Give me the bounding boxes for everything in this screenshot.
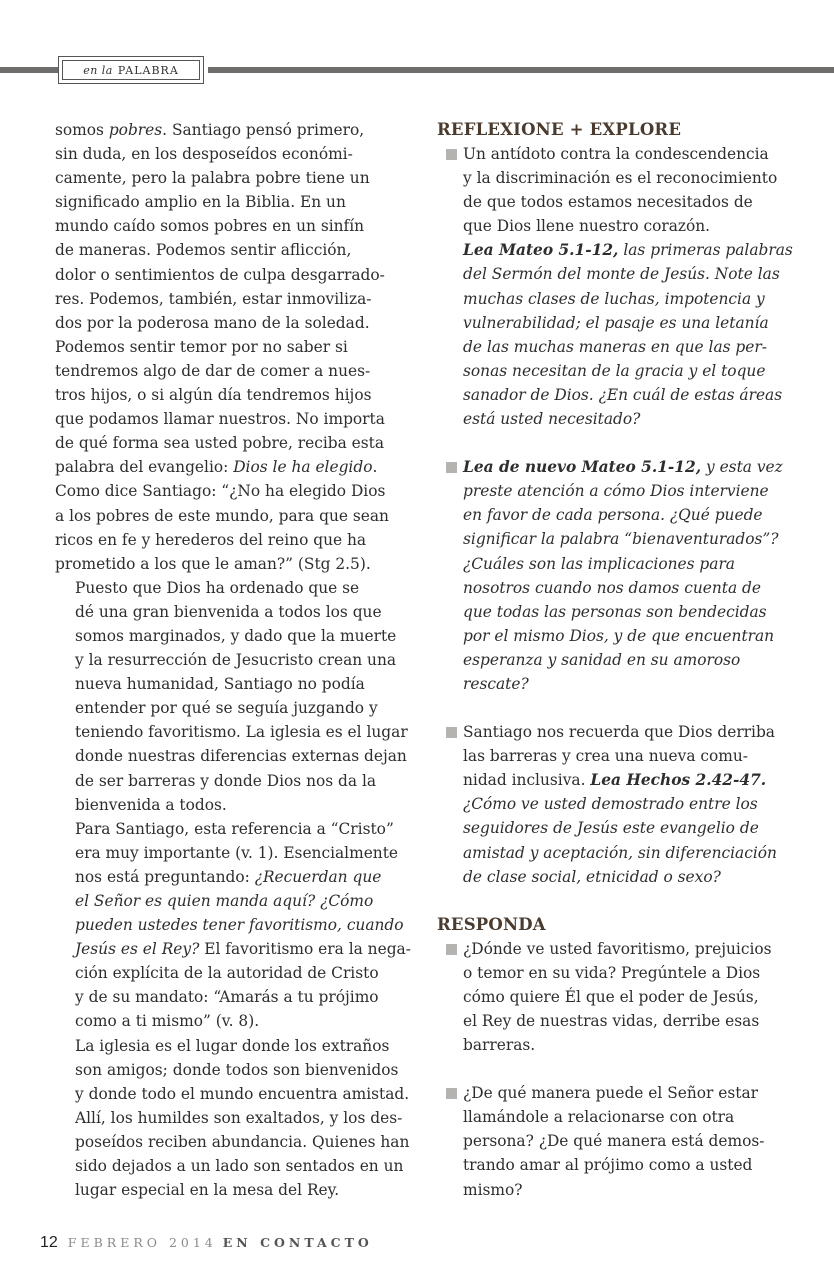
text-line: dolor o sentimientos de culpa desgarrado- [55,265,385,284]
square-bullet-icon [446,727,457,738]
text-line: tros hijos, o si algún día tendremos hijos [55,386,372,405]
text-line: poseídos reciben abundancia. Quienes han [75,1132,410,1151]
text-line: de clase social, etnicidad o sexo? [463,867,721,886]
text-line: y donde todo el mundo encuentra amistad. [75,1084,410,1103]
text-line: las barreras y crea una nueva comu- [463,747,748,766]
text-line: tendremos algo de dar de comer a nues- [55,361,371,380]
text-line: en favor de cada persona. ¿Qué puede [463,506,763,525]
section-name: PALABRA [117,63,179,77]
text-line: lugar especial en la mesa del Rey. [75,1181,340,1200]
text-line: dos por la poderosa mano de la soledad. [55,313,370,332]
text-line: amistad y aceptación, sin diferenciación [463,843,777,862]
text-line: Un antídoto contra la condescendencia [463,145,769,163]
text-line: palabra del evangelio: Dios le ha elegido. [55,458,378,477]
text-line: que Dios llene nuestro corazón. [463,217,711,236]
text-line: somos pobres. Santiago pensó primero, [55,121,365,139]
text-line: ¿Cuáles son las implicaciones para [463,554,735,573]
text-line: y la discriminación es el reconocimiento [463,169,778,188]
text-line: Allí, los humildes son exaltados, y los des- [75,1108,403,1127]
text-line: prometido a los que le aman?” (Stg 2.5). [55,554,371,573]
text-line: seguidores de Jesús este evangelio de [463,819,759,838]
square-bullet-icon [446,1088,457,1099]
text-line: res. Podemos, también, estar inmoviliza- [55,289,372,308]
text-line: rescate? [463,674,529,693]
text-line: sanador de Dios. ¿En cuál de estas áreas [463,385,783,404]
text-line: donde nuestras diferencias externas dejan [75,747,407,766]
text-line: nidad inclusiva. Lea Hechos 2.42-47. [463,771,767,790]
respond-heading: RESPONDA [437,914,546,934]
square-bullet-icon [446,462,457,473]
text-line: vulnerabilidad; el pasaje es una letanía [463,313,769,332]
body-paragraph [55,1034,419,1203]
text-line: el Rey de nuestras vidas, derribe esas [463,1012,760,1030]
text-line: mundo caído somos pobres en un sinfín [55,217,365,236]
text-line: de las muchas maneras en que las per- [463,337,767,356]
respond-item [437,937,807,1057]
text-line: nos está preguntando: ¿Recuerdan que [75,867,382,886]
text-line: Para Santiago, esta referencia a “Cristo” [75,819,394,838]
text-line: bienvenida a todos. [75,795,227,814]
text-line: de qué forma sea usted pobre, reciba esta [55,434,385,453]
body-paragraph [55,576,419,817]
reflect-item-text [463,142,807,431]
text-line: significar la palabra “bienaventurados”? [463,530,779,549]
reflect-item [437,142,807,431]
text-line: camente, pero la palabra pobre tiene un [55,169,370,188]
text-line: a los pobres de este mundo, para que sean [55,506,389,525]
text-line: Santiago nos recuerda que Dios derriba [463,723,775,742]
text-line: que podamos llamar nuestros. No importa [55,410,385,429]
text-line: como a ti mismo” (v. 8). [75,1012,260,1031]
body-paragraph [55,817,419,1034]
text-line: nosotros cuando nos damos cuenta de [463,578,761,597]
text-line: por el mismo Dios, y de que encuentran [463,626,775,645]
text-line: el Señor es quien manda aquí? ¿Cómo [75,892,374,910]
text-line: preste atención a cómo Dios interviene [463,482,769,501]
text-line: ¿De qué manera puede el Señor estar [463,1084,759,1103]
right-column [437,118,807,1202]
text-line: sido dejados a un lado son sentados en un [75,1157,404,1176]
text-line: La iglesia es el lugar donde los extraños [75,1036,390,1055]
respond-item-text [463,937,807,1057]
magazine-name: EN CONTACTO [222,1235,373,1250]
section-tab [58,56,204,84]
text-line: mismo? [463,1180,523,1199]
text-line: Como dice Santiago: “¿No ha elegido Dios [55,482,386,501]
text-line: ricos en fe y herederos del reino que ha [55,530,367,549]
reflect-heading: REFLEXIONE + EXPLORE [437,120,682,139]
section-prefix: en la [83,63,113,77]
text-line: que todas las personas son bendecidas [463,602,767,621]
text-line: y la resurrección de Jesucristo crean una [75,651,397,670]
text-line: del Sermón del monte de Jesús. Note las [463,265,780,284]
text-line: esperanza y sanidad en su amoroso [463,650,741,669]
text-line: ¿Dónde ve usted favoritismo, prejuicios [463,939,772,958]
text-line: muchas clases de luchas, impotencia y [463,289,765,308]
text-line: Podemos sentir temor por no saber si [55,337,348,356]
text-line: Jesús es el Rey? El favoritismo era la nega- [75,940,411,959]
text-line: de que todos estamos necesitados de [463,193,753,212]
section-tab-label [62,60,200,80]
text-line: pueden ustedes tener favoritismo, cuando [75,916,404,935]
text-line: sin duda, en los desposeídos económi- [55,145,353,164]
text-line: o temor en su vida? Pregúntele a Dios [463,963,761,982]
text-line: Lea Mateo 5.1-12, las primeras palabras [463,241,793,260]
square-bullet-icon [446,149,457,160]
text-line: persona? ¿De qué manera está demos- [463,1132,765,1151]
respond-item-text [463,1081,807,1201]
text-line: está usted necesitado? [463,410,641,429]
reflect-item [437,455,807,696]
text-line: son amigos; donde todos son bienvenidos [75,1060,399,1079]
square-bullet-icon [446,944,457,955]
text-line: trando amar al prójimo como a usted [463,1156,753,1175]
text-line: dé una gran bienvenida a todos los que [75,602,382,621]
text-line: de ser barreras y donde Dios nos da la [75,771,377,790]
text-line: ¿Cómo ve usted demostrado entre los [463,795,758,814]
page-number: 12 [40,1234,58,1251]
issue-date: FEBRERO 2014 [67,1235,217,1250]
text-line: teniendo favoritismo. La iglesia es el lugar [75,723,408,742]
text-line: entender por qué se seguía juzgando y [75,699,378,718]
reflect-item [437,720,807,889]
body-paragraph [55,118,419,576]
text-line: ción explícita de la autoridad de Cristo [75,964,379,983]
header-rule-left [0,67,58,73]
text-line: barreras. [463,1036,536,1055]
text-line: era muy importante (v. 1). Esencialmente [75,843,399,862]
text-line: Lea de nuevo Mateo 5.1-12, y esta vez [463,458,783,477]
text-line: nueva humanidad, Santiago no podía [75,675,365,694]
page-footer [40,1234,373,1256]
header-rule-right [208,67,834,73]
reflect-item-text [463,720,807,889]
text-line: de maneras. Podemos sentir aflicción, [55,241,352,260]
text-line: significado amplio en la Biblia. En un [55,193,346,212]
reflect-item-text [463,455,807,696]
text-line: y de su mandato: “Amarás a tu prójimo [75,988,379,1007]
respond-item [437,1081,807,1201]
text-line: Puesto que Dios ha ordenado que se [75,578,360,597]
text-line: somos marginados, y dado que la muerte [75,626,397,645]
text-line: sonas necesitan de la gracia y el toque [463,361,766,380]
text-line: llamándole a relacionarse con otra [463,1108,735,1127]
text-line: cómo quiere Él que el poder de Jesús, [463,987,759,1006]
left-column [55,118,419,1202]
